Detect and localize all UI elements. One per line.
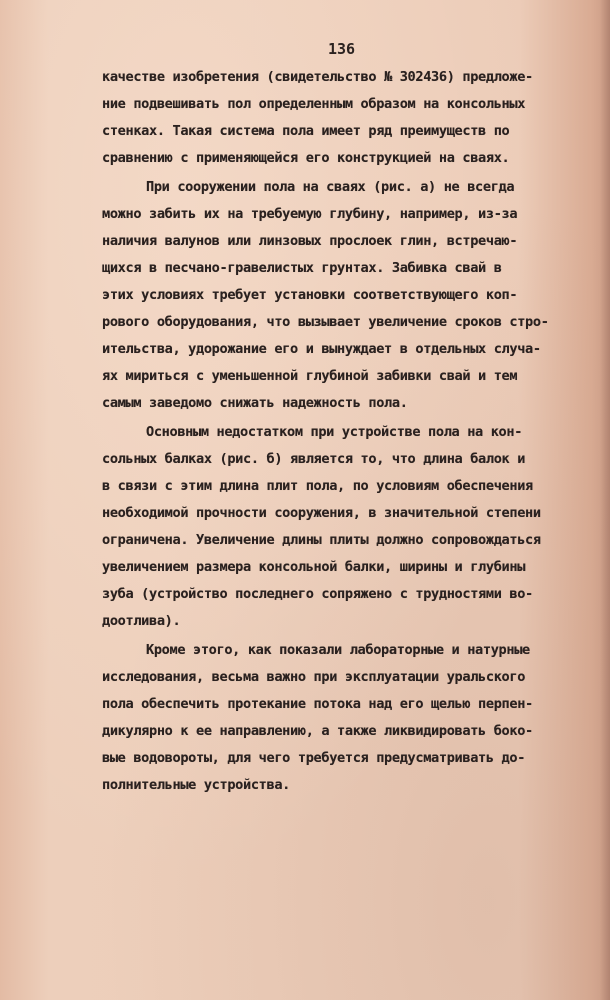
paragraph-2-line-4: щихся в песчано-гравелистых грунтах. Забивка свай в <box>102 260 502 276</box>
paragraph-4-line-1: Кроме этого, как показали лабораторные и натурные <box>146 642 530 658</box>
paragraph-4-line-3: пола обеспечить протекание потока над его щелью перпен- <box>102 696 533 712</box>
paragraph-2-line-8: ях мириться с уменьшенной глубиной забивки свай и тем <box>102 368 518 384</box>
paragraph-4-line-4: дикулярно к ее направлению, а также ликвидировать боко- <box>102 723 533 739</box>
paragraph-4-line-2: исследования, весьма важно при эксплуатации уральского <box>102 669 526 685</box>
paragraph-3-line-5: ограничена. Увеличение длины плиты должно сопровождаться <box>102 532 541 548</box>
paragraph-1-line-3: стенках. Такая система пола имеет ряд преимуществ по <box>102 123 510 139</box>
paragraph-1-line-2: ние подвешивать пол определенным образом на консольных <box>102 96 526 112</box>
paragraph-2-line-1: При сооружении пола на сваях (рис. а) не всегда <box>146 179 515 195</box>
page-number: 136 <box>328 40 356 58</box>
paragraph-2-line-3: наличия валунов или линзовых прослоек глин, встречаю- <box>102 233 518 249</box>
paragraph-3-line-7: зуба (устройство последнего сопряжено с трудностями во- <box>102 586 533 602</box>
paragraph-1-line-4: сравнению с применяющейся его конструкцией на сваях. <box>102 150 510 166</box>
paragraph-3-line-4: необходимой прочности сооружения, в значительной степени <box>102 505 541 521</box>
paragraph-1-line-1: качестве изобретения (свидетельство № 302436) предложе- <box>102 69 533 85</box>
paragraph-2-line-7: ительства, удорожание его и вынуждает в отдельных случа- <box>102 341 541 357</box>
paragraph-3-line-8: доотлива). <box>102 613 181 629</box>
paragraph-3-line-3: в связи с этим длина плит пола, по условиям обеспечения <box>102 478 533 494</box>
paragraph-3-line-2: сольных балках (рис. б) является то, что длина балок и <box>102 451 526 467</box>
page-edge-shadow <box>600 0 610 1000</box>
paragraph-4-line-5: вые водовороты, для чего требуется предусматривать до- <box>102 750 526 766</box>
paragraph-2-line-6: рового оборудования, что вызывает увеличение сроков стро- <box>102 314 549 330</box>
paragraph-3-line-1: Основным недостатком при устройстве пола на кон- <box>146 424 523 440</box>
paragraph-3-line-6: увеличением размера консольной балки, ширины и глубины <box>102 559 526 575</box>
paragraph-2-line-9: самым заведомо снижать надежность пола. <box>102 395 408 411</box>
paragraph-2-line-5: этих условиях требует установки соответствующего коп- <box>102 287 518 303</box>
paragraph-2-line-2: можно забить их на требуемую глубину, например, из-за <box>102 206 518 222</box>
paragraph-4-line-6: полнительные устройства. <box>102 777 291 793</box>
